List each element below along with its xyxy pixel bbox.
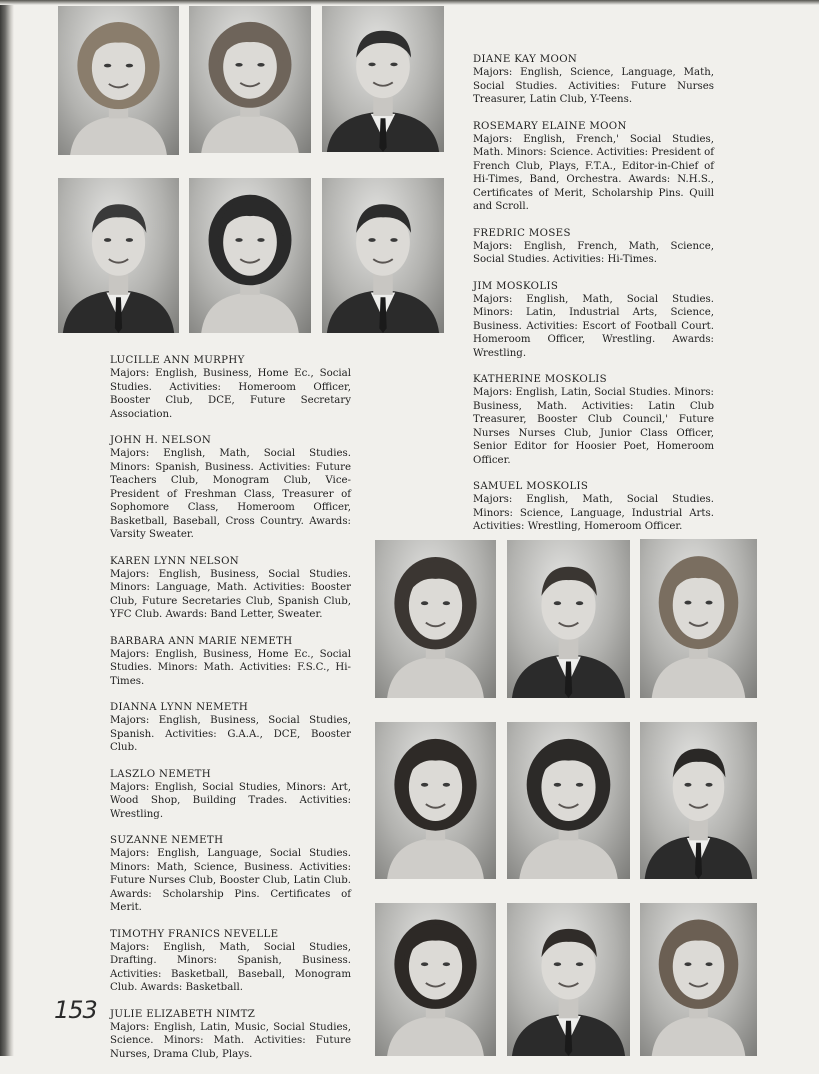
portrait-right-eye bbox=[576, 962, 583, 966]
entry-block bbox=[110, 768, 351, 822]
entry-block bbox=[473, 480, 714, 534]
student-name: JIM MOSKOLIS bbox=[473, 280, 559, 292]
student-description: Majors: English, Business, Home Ec., Social Studies. Activities: Homeroom Officer, Booster Club, DCE, Future Secretary Association. bbox=[110, 368, 351, 420]
portrait-right-eye bbox=[126, 64, 133, 68]
portrait-right-eye bbox=[257, 238, 264, 242]
student-name: LASZLO NEMETH bbox=[110, 768, 211, 780]
student-name: KAREN LYNN NELSON bbox=[110, 555, 240, 567]
portrait-figure bbox=[189, 178, 311, 333]
portrait-figure bbox=[507, 540, 630, 698]
portrait-left-eye bbox=[368, 63, 375, 67]
portrait-clothing bbox=[519, 838, 617, 879]
portrait-figure bbox=[507, 903, 630, 1056]
portrait-right-eye bbox=[257, 63, 264, 67]
portrait-right-eye bbox=[706, 783, 713, 787]
entry-block bbox=[473, 373, 714, 467]
portrait-karen-lynn-nelson bbox=[640, 539, 757, 698]
portrait-katherine-moskolis bbox=[189, 178, 311, 333]
portrait-left-eye bbox=[684, 783, 691, 787]
portrait-left-eye bbox=[554, 783, 561, 787]
portrait-fredric-moses bbox=[322, 6, 444, 152]
student-name: LUCILLE ANN MURPHY bbox=[110, 355, 245, 366]
student-name: JOHN H. NELSON bbox=[110, 435, 212, 446]
entry-block bbox=[110, 354, 351, 421]
portrait-right-eye bbox=[576, 601, 583, 605]
student-name: JULIE ELIZABETH NIMTZ bbox=[110, 1008, 256, 1020]
entry-block bbox=[110, 434, 351, 542]
entry-block bbox=[110, 555, 351, 622]
portrait-left-eye bbox=[554, 962, 561, 966]
entry-block bbox=[473, 53, 714, 107]
portrait-right-eye bbox=[706, 962, 713, 966]
portrait-right-eye bbox=[443, 962, 450, 966]
portrait-left-eye bbox=[235, 63, 242, 67]
student-description: Majors: English, Latin, Social Studies. Minors: Business, Math. Activities: Latin Club Treasurer, Booster Club Council,' Future Nurses Nurses Club, Junior Class Officer, Senior Editor for Hoosier Poet, Homeroom Officer. bbox=[473, 387, 714, 466]
portrait-samuel-moskolis bbox=[322, 178, 444, 333]
portrait-figure bbox=[375, 903, 496, 1056]
portrait-right-eye bbox=[390, 63, 397, 67]
student-description: Majors: English, Science, Language, Math, Social Studies. Activities: Future Nurses Treasurer, Latin Club, Y-Teens. bbox=[473, 67, 714, 105]
portrait-figure bbox=[322, 6, 444, 152]
portrait-clothing bbox=[201, 292, 299, 333]
portrait-figure bbox=[640, 539, 757, 698]
portrait-left-eye bbox=[104, 64, 111, 68]
portrait-john-h-nelson bbox=[507, 540, 630, 698]
portrait-clothing bbox=[652, 1016, 746, 1056]
entry-block bbox=[473, 120, 714, 214]
student-description: Majors: English, Math, Social Studies, Drafting. Minors: Spanish, Business. Activities: Basketball, Baseball, Monogram Club. Awards: Basketball. bbox=[110, 941, 351, 993]
student-description: Majors: English, Math, Social Studies. Minors: Spanish, Business. Activities: Future Teachers Club, Monogram Club, Vice-President of Freshman Class, Treasurer of Sophomore Class, Homeroom Officer, Basketball, Baseball, Cross Country. Awards: Varsity Sweater. bbox=[110, 448, 351, 540]
portrait-necktie bbox=[379, 118, 386, 152]
portrait-jim-moskolis bbox=[58, 178, 179, 333]
portrait-right-eye bbox=[126, 238, 133, 242]
student-description: Majors: English, Math, Social Studies. Minors: Science, Language, Industrial Arts. Activities: Wrestling, Homeroom Officer. bbox=[473, 494, 714, 532]
portrait-left-eye bbox=[421, 962, 428, 966]
portrait-left-eye bbox=[684, 962, 691, 966]
portrait-right-eye bbox=[706, 601, 713, 605]
portrait-left-eye bbox=[421, 783, 428, 787]
portrait-necktie bbox=[565, 1021, 572, 1056]
portrait-figure bbox=[640, 722, 757, 879]
portrait-necktie bbox=[695, 843, 702, 879]
portrait-right-eye bbox=[443, 783, 450, 787]
portrait-figure bbox=[322, 178, 444, 333]
student-name: DIANE KAY MOON bbox=[473, 54, 578, 65]
portrait-figure bbox=[640, 903, 757, 1056]
entry-block bbox=[110, 928, 351, 995]
entry-block bbox=[110, 701, 351, 755]
student-name: TIMOTHY FRANICS NEVELLE bbox=[110, 928, 279, 940]
right-text-column bbox=[473, 53, 714, 547]
portrait-julie-elizabeth-nimtz bbox=[640, 903, 757, 1056]
page-top-edge bbox=[0, 0, 819, 5]
student-name: BARBARA ANN MARIE NEMETH bbox=[110, 635, 293, 647]
portrait-barbara-ann-marie-nemeth bbox=[375, 722, 496, 879]
entry-block bbox=[473, 227, 714, 267]
page-number: 153 bbox=[54, 996, 97, 1024]
portrait-clothing bbox=[387, 657, 484, 698]
portrait-necktie bbox=[565, 662, 572, 698]
portrait-left-eye bbox=[684, 601, 691, 605]
portrait-necktie bbox=[115, 297, 122, 333]
student-description: Majors: English, Business, Social Studies. Minors: Language, Math. Activities: Booster Club, Future Secretaries Club, Spanish Club, YFC Club. Awards: Band Letter, Sweater. bbox=[110, 568, 351, 620]
student-name: SAMUEL MOSKOLIS bbox=[473, 481, 589, 492]
student-description: Majors: English, Math, Social Studies. Minors: Latin, Industrial Arts, Science, Business. Activities: Escort of Football Court. Homeroom Officer, Wrestling. Awards: Wrestling. bbox=[473, 293, 714, 359]
entry-block bbox=[473, 280, 714, 361]
portrait-figure bbox=[189, 6, 311, 153]
student-description: Majors: English, French, Math, Science, Social Studies. Activities: Hi-Times. bbox=[473, 240, 714, 265]
student-name: KATHERINE MOSKOLIS bbox=[473, 374, 607, 385]
portrait-diane-kay-moon bbox=[58, 6, 179, 155]
student-description: Majors: English, French,' Social Studies, Math. Minors: Science. Activities: President of French Club, Plays, F.T.A., Editor-in-Chief of Hi-Times, Band, Orchestra. Awards: N.H.S., Certificates of Merit, Scholarship Pins. Quill and Scroll. bbox=[473, 133, 714, 212]
portrait-clothing bbox=[70, 116, 167, 155]
student-name: ROSEMARY ELAINE MOON bbox=[473, 120, 627, 132]
portrait-timothy-franics-nevelle bbox=[507, 903, 630, 1056]
student-description: Majors: English, Latin, Music, Social Studies, Science. Minors: Math. Activities: Future Nurses, Drama Club, Plays. bbox=[110, 1021, 351, 1060]
entry-block bbox=[110, 1008, 351, 1062]
entry-block bbox=[110, 834, 351, 915]
student-name: DIANNA LYNN NEMETH bbox=[110, 702, 249, 713]
portrait-right-eye bbox=[390, 238, 397, 242]
entry-block bbox=[110, 635, 351, 689]
portrait-lucille-ann-murphy bbox=[375, 540, 496, 698]
portrait-left-eye bbox=[368, 238, 375, 242]
student-description: Majors: English, Language, Social Studies. Minors: Math, Science, Business. Activities: Future Nurses Club, Booster Club, Latin Club. Awards: Scholarship Pins. Certificates of Merit. bbox=[110, 848, 351, 913]
left-text-column bbox=[110, 354, 351, 1074]
portrait-clothing bbox=[387, 1016, 484, 1056]
portrait-clothing bbox=[201, 115, 299, 153]
portrait-rosemary-elaine-moon bbox=[189, 6, 311, 153]
portrait-left-eye bbox=[554, 601, 561, 605]
portrait-right-eye bbox=[576, 783, 583, 787]
page-binding-edge bbox=[0, 0, 14, 1056]
student-description: Majors: English, Business, Social Studies, Spanish. Activities: G.A.A., DCE, Booster Club. bbox=[110, 715, 351, 753]
portrait-left-eye bbox=[235, 238, 242, 242]
student-description: Majors: English, Social Studies, Minors: Art, Wood Shop, Building Trades. Activities: Wrestling. bbox=[110, 781, 351, 820]
portrait-left-eye bbox=[104, 238, 111, 242]
portrait-figure bbox=[507, 722, 630, 879]
student-name: FREDRIC MOSES bbox=[473, 227, 571, 239]
portrait-right-eye bbox=[443, 601, 450, 605]
student-description: Majors: English, Business, Home Ec., Social Studies. Minors: Math. Activities: F.S.C., Hi-Times. bbox=[110, 648, 351, 687]
portrait-laszlo-nemeth bbox=[640, 722, 757, 879]
portrait-suzanne-nemeth bbox=[375, 903, 496, 1056]
portrait-dianna-lynn-nemeth bbox=[507, 722, 630, 879]
portrait-figure bbox=[58, 178, 179, 333]
portrait-figure bbox=[375, 722, 496, 879]
portrait-necktie bbox=[379, 297, 386, 333]
portrait-clothing bbox=[652, 656, 746, 698]
portrait-clothing bbox=[387, 838, 484, 879]
portrait-figure bbox=[58, 6, 179, 155]
portrait-left-eye bbox=[421, 601, 428, 605]
student-name: SUZANNE NEMETH bbox=[110, 835, 224, 846]
portrait-figure bbox=[375, 540, 496, 698]
